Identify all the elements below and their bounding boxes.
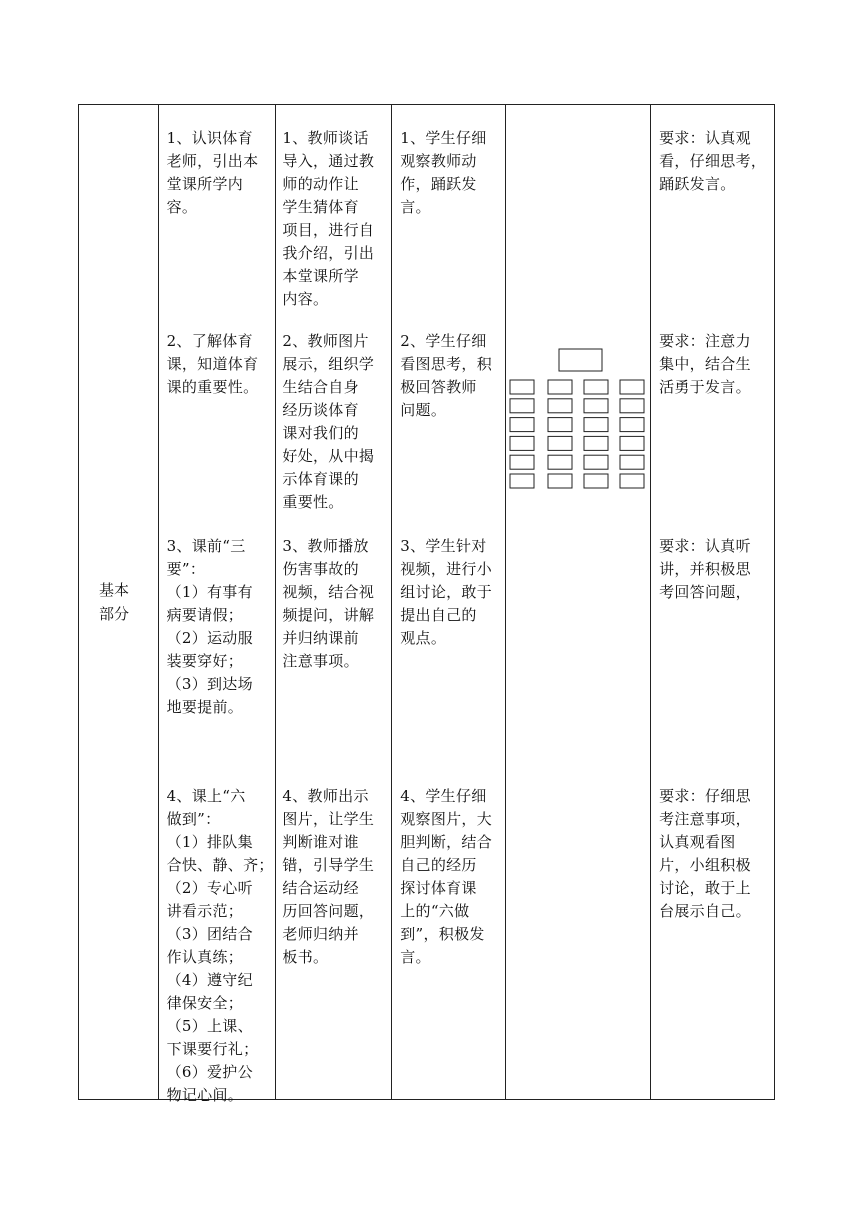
text-line: （2）运动服 xyxy=(166,629,253,647)
student-position-box xyxy=(620,399,644,413)
text-line: 考回答问题， xyxy=(659,583,751,601)
student-position-box xyxy=(620,380,644,394)
text-line: 下课要行礼； xyxy=(166,1040,259,1058)
text-line: 要求：注意力 xyxy=(659,332,751,350)
teacher-activity-text xyxy=(282,785,374,969)
text-line: 做到”： xyxy=(166,810,221,828)
text-line: 错，引导学生 xyxy=(282,856,375,874)
text-line: 考注意事项， xyxy=(659,810,751,828)
student-position-box xyxy=(620,418,644,432)
text-line: 胆判断，结合 xyxy=(400,833,493,851)
student-position-box xyxy=(548,399,572,413)
text-line: 1、教师谈话 xyxy=(282,129,369,147)
student-position-box xyxy=(584,418,608,432)
text-line: 要求：认真观 xyxy=(659,129,751,147)
student-position-box xyxy=(510,399,534,413)
section-cell xyxy=(79,105,159,1100)
student-activity-column xyxy=(392,105,506,1100)
requirement-text xyxy=(659,785,751,923)
text-line: 堂课所学内 xyxy=(166,175,244,193)
student-position-box xyxy=(510,380,534,394)
text-line: 课，知道体育 xyxy=(166,355,259,373)
text-line: 图片，让学生 xyxy=(282,810,375,828)
text-line: （3）团结合 xyxy=(166,925,253,943)
text-line: 3、学生针对 xyxy=(400,537,487,555)
text-line: 作认真练； xyxy=(166,948,244,966)
content-column xyxy=(158,105,276,1104)
text-line: 言。 xyxy=(400,948,431,966)
text-line: 看图思考，积 xyxy=(400,355,493,373)
text-line: 老师，引出本 xyxy=(166,152,259,170)
text-line: 1、认识体育 xyxy=(166,129,253,147)
text-line: （5）上课、 xyxy=(166,1017,253,1035)
text-line: （2）专心听 xyxy=(166,879,253,897)
text-line: 地要提前。 xyxy=(166,698,244,716)
content-text xyxy=(167,127,259,219)
student-position-box xyxy=(584,436,608,450)
text-line: 板书。 xyxy=(282,948,329,966)
text-line: 重要性。 xyxy=(282,493,344,511)
student-position-box xyxy=(510,455,534,469)
student-position-box xyxy=(548,474,572,488)
student-position-box xyxy=(584,380,608,394)
text-line: 1、学生仔细 xyxy=(400,129,487,147)
text-line: 视频，结合视 xyxy=(282,583,375,601)
organization-column xyxy=(506,105,651,1100)
content-text xyxy=(167,785,274,1107)
text-line: 我介绍，引出 xyxy=(282,244,375,262)
formation-diagram xyxy=(506,105,650,1099)
text-line: 容。 xyxy=(166,198,198,216)
text-line: 讨论，敢于上 xyxy=(659,879,751,897)
text-line: 老师归纳并 xyxy=(282,925,359,943)
text-line: 并归纳课前 xyxy=(282,629,359,647)
text-line: 装要穿好； xyxy=(166,652,244,670)
text-line: （1）有事有 xyxy=(166,583,253,601)
text-line: 好处，从中揭 xyxy=(282,447,375,465)
text-line: 2、教师图片 xyxy=(282,332,369,350)
text-line: 到”，积极发 xyxy=(400,925,485,943)
text-line: 极回答教师 xyxy=(400,378,477,396)
text-line: （3）到达场 xyxy=(166,675,253,693)
text-line: 要求：仔细思 xyxy=(659,787,751,805)
content-text xyxy=(167,330,259,399)
text-line: 4、教师出示 xyxy=(282,787,369,805)
text-line: 合快、静、齐； xyxy=(166,856,274,874)
text-line: 生结合自身 xyxy=(282,378,359,396)
student-position-box xyxy=(620,474,644,488)
student-position-box xyxy=(584,474,608,488)
text-line: 认真观看图 xyxy=(659,833,736,851)
text-line: 师的动作让 xyxy=(282,175,359,193)
text-line: 探讨体育课 xyxy=(400,879,477,897)
student-position-box xyxy=(510,474,534,488)
teacher-position-box xyxy=(559,349,602,371)
text-line: 学生猜体育 xyxy=(282,198,359,216)
teacher-activity-text xyxy=(282,535,374,673)
text-line: 物记心间。 xyxy=(166,1086,244,1104)
text-line: 经历谈体育 xyxy=(282,401,359,419)
text-line: 言。 xyxy=(400,198,431,216)
text-line: 3、教师播放 xyxy=(282,537,369,555)
text-line: （6）爱护公 xyxy=(166,1063,253,1081)
requirement-text xyxy=(659,127,766,196)
text-line: 提出自己的 xyxy=(400,606,477,624)
lesson-plan-table xyxy=(78,104,775,1104)
text-line: 课的重要性。 xyxy=(166,378,259,396)
text-line: 内容。 xyxy=(282,290,329,308)
text-line: 2、了解体育 xyxy=(166,332,253,350)
text-line: 展示，组织学 xyxy=(282,355,375,373)
student-position-box xyxy=(620,436,644,450)
text-line: 课对我们的 xyxy=(282,424,359,442)
text-line: 观察教师动 xyxy=(400,152,477,170)
text-line: 病要请假； xyxy=(166,606,244,624)
text-line: 本堂课所学 xyxy=(282,267,359,285)
requirement-text xyxy=(659,330,751,399)
student-position-box xyxy=(584,455,608,469)
text-line: 观察图片，大 xyxy=(400,810,493,828)
text-line: 4、学生仔细 xyxy=(400,787,487,805)
student-position-box xyxy=(584,399,608,413)
text-line: 要求：认真听 xyxy=(659,537,751,555)
text-line: 结合运动经 xyxy=(282,879,359,897)
text-line: 判断谁对谁 xyxy=(282,833,359,851)
text-line: 要”： xyxy=(166,560,206,578)
requirement-column xyxy=(651,105,775,1100)
text-line: 看，仔细思考， xyxy=(659,152,767,170)
content-text xyxy=(167,535,253,719)
text-line: 台展示自己。 xyxy=(659,902,751,920)
text-line: 频提问，讲解 xyxy=(282,606,375,624)
text-line: 示体育课的 xyxy=(282,470,359,488)
student-activity-text xyxy=(400,127,486,219)
student-position-box xyxy=(548,380,572,394)
text-line: 律保安全； xyxy=(166,994,244,1012)
text-line: 问题。 xyxy=(400,401,447,419)
requirement-text xyxy=(659,535,751,604)
text-line: 集中，结合生 xyxy=(659,355,751,373)
student-activity-text xyxy=(400,535,492,650)
student-position-box xyxy=(510,436,534,450)
text-line: 观点。 xyxy=(400,629,447,647)
text-line: 踊跃发言。 xyxy=(659,175,736,193)
text-line: 伤害事故的 xyxy=(282,560,359,578)
teacher-activity-text xyxy=(282,127,374,311)
text-line: （1）排队集 xyxy=(166,833,253,851)
text-line: 上的“六做 xyxy=(400,902,470,920)
student-position-box xyxy=(620,455,644,469)
text-line: （4）遵守纪 xyxy=(166,971,253,989)
teacher-activity-column xyxy=(276,105,392,1100)
text-line: 注意事项。 xyxy=(282,652,359,670)
student-position-box xyxy=(548,418,572,432)
text-line: 组讨论，敢于 xyxy=(400,583,493,601)
text-line: 4、课上“六 xyxy=(166,787,246,805)
text-line: 项目，进行自 xyxy=(282,221,375,239)
student-position-box xyxy=(548,436,572,450)
text-line: 讲，并积极思 xyxy=(659,560,751,578)
student-position-box xyxy=(510,418,534,432)
student-position-box xyxy=(548,455,572,469)
text-line: 片，小组积极 xyxy=(659,856,751,874)
text-line: 作，踊跃发 xyxy=(400,175,477,193)
text-line: 2、学生仔细 xyxy=(400,332,487,350)
text-line: 3、课前“三 xyxy=(166,537,246,555)
text-line: 活勇于发言。 xyxy=(659,378,751,396)
teacher-activity-text xyxy=(282,330,374,514)
text-line: 自己的经历 xyxy=(400,856,477,874)
text-line: 历回答问题， xyxy=(282,902,375,920)
section-label: 基本 部分 xyxy=(99,581,130,623)
text-line: 导入，通过教 xyxy=(282,152,375,170)
student-activity-text xyxy=(400,785,492,969)
student-activity-text xyxy=(400,330,492,422)
text-line: 视频，进行小 xyxy=(400,560,493,578)
text-line: 讲看示范； xyxy=(166,902,244,920)
